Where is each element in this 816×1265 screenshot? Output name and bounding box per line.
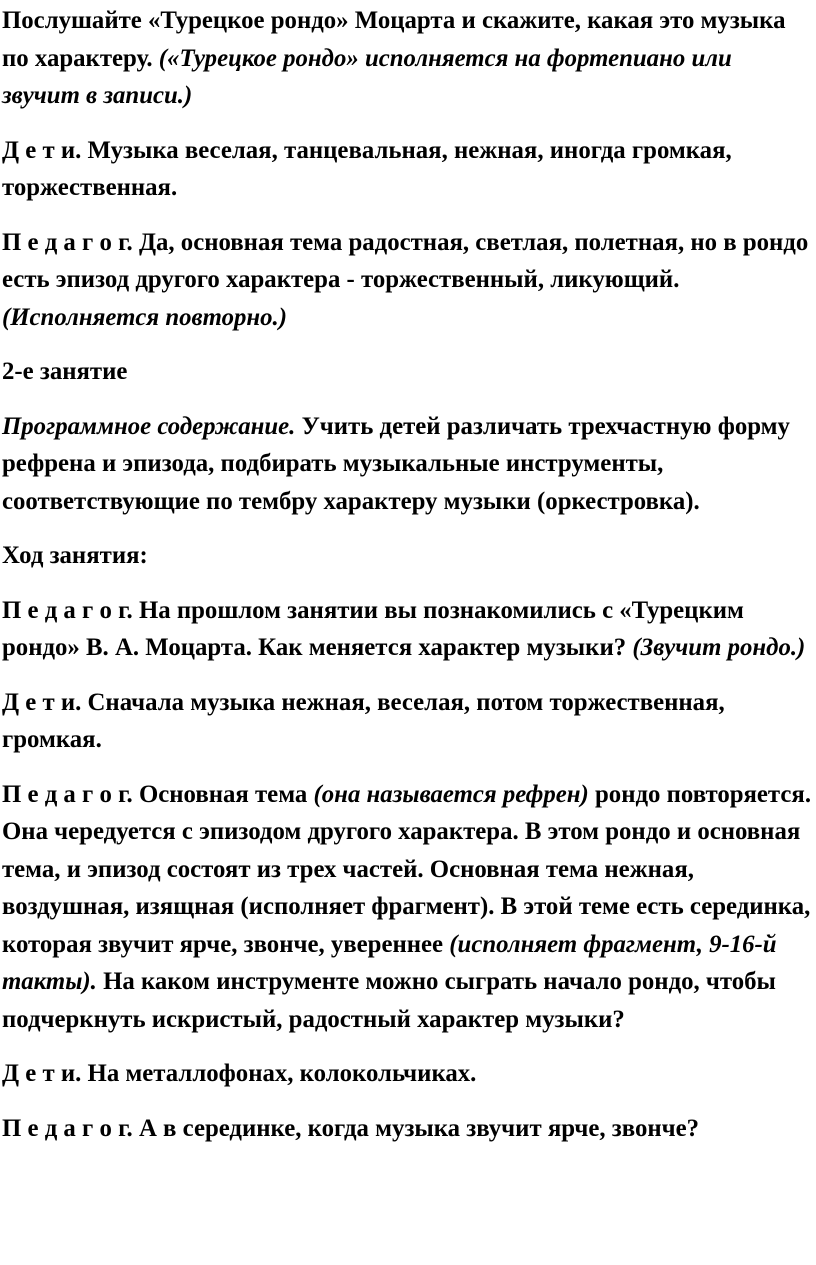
paragraph bbox=[2, 353, 812, 391]
paragraph bbox=[2, 132, 812, 207]
paragraph bbox=[2, 776, 812, 1039]
text-run: На каком инструменте можно сыграть начало рондо, чтобы подчеркнуть искристый, радостный характер музыки? bbox=[2, 968, 776, 1033]
text-run: Учить детей различать трехчастную форму рефрена и эпизода, подбирать музыкальные инструменты, соответствующие по тембру характеру музыки (оркестровка). bbox=[2, 412, 790, 515]
italic-text: Программное содержание. bbox=[2, 412, 296, 440]
italic-text: (исполняет фрагмент, 9-16-й такты). bbox=[2, 930, 777, 995]
paragraph bbox=[2, 408, 812, 521]
text-run: 2-е занятие bbox=[2, 358, 128, 385]
text-run: П е д а г о г. Да, основная тема радостная, светлая, полетная, но в рондо есть эпизод другого характера - торжественный, ликующий. bbox=[2, 228, 809, 293]
paragraph bbox=[2, 592, 812, 667]
italic-text: (Исполняется повторно.) bbox=[2, 303, 287, 331]
text-run: Д е т и. Сначала музыка нежная, веселая, потом торжественная, громкая. bbox=[2, 688, 725, 753]
italic-text: (она называется рефрен) bbox=[313, 780, 589, 808]
paragraph bbox=[2, 2, 812, 115]
paragraph bbox=[2, 537, 812, 575]
text-run: Ход занятия: bbox=[2, 542, 148, 569]
paragraph bbox=[2, 1110, 812, 1148]
paragraph bbox=[2, 224, 812, 337]
italic-text: (Звучит рондо.) bbox=[632, 634, 806, 661]
text-run: П е д а г о г. Основная тема bbox=[2, 780, 314, 808]
text-run: рондо повторяется. Она чередуется с эпизодом другого характера. В этом рондо и основная тема, и эпизод состоят из трех частей. Основная тема нежная, воздушная, изящная (исполняет фрагмент). В этой теме есть серединка, которая звучит ярче, звонче, увереннее bbox=[2, 780, 812, 958]
paragraph bbox=[2, 1055, 812, 1093]
text-run: Д е т и. На металлофонах, колокольчиках. bbox=[2, 1060, 477, 1087]
italic-text: («Турецкое рондо» исполняется на фортепиано или звучит в записи.) bbox=[2, 44, 732, 109]
paragraph bbox=[2, 684, 812, 759]
text-run: П е д а г о г. На прошлом занятии вы познакомились с «Турецким рондо» В. А. Моцарта. Как меняется характер музыки? bbox=[2, 596, 744, 661]
text-run: Послушайте «Турецкое рондо» Моцарта и скажите, какая это музыка по характеру. bbox=[2, 7, 786, 72]
text-run: Д е т и. Музыка веселая, танцевальная, нежная, иногда громкая, торжественная. bbox=[2, 136, 732, 201]
text-run: П е д а г о г. А в серединке, когда музыка звучит ярче, звонче? bbox=[2, 1114, 700, 1142]
